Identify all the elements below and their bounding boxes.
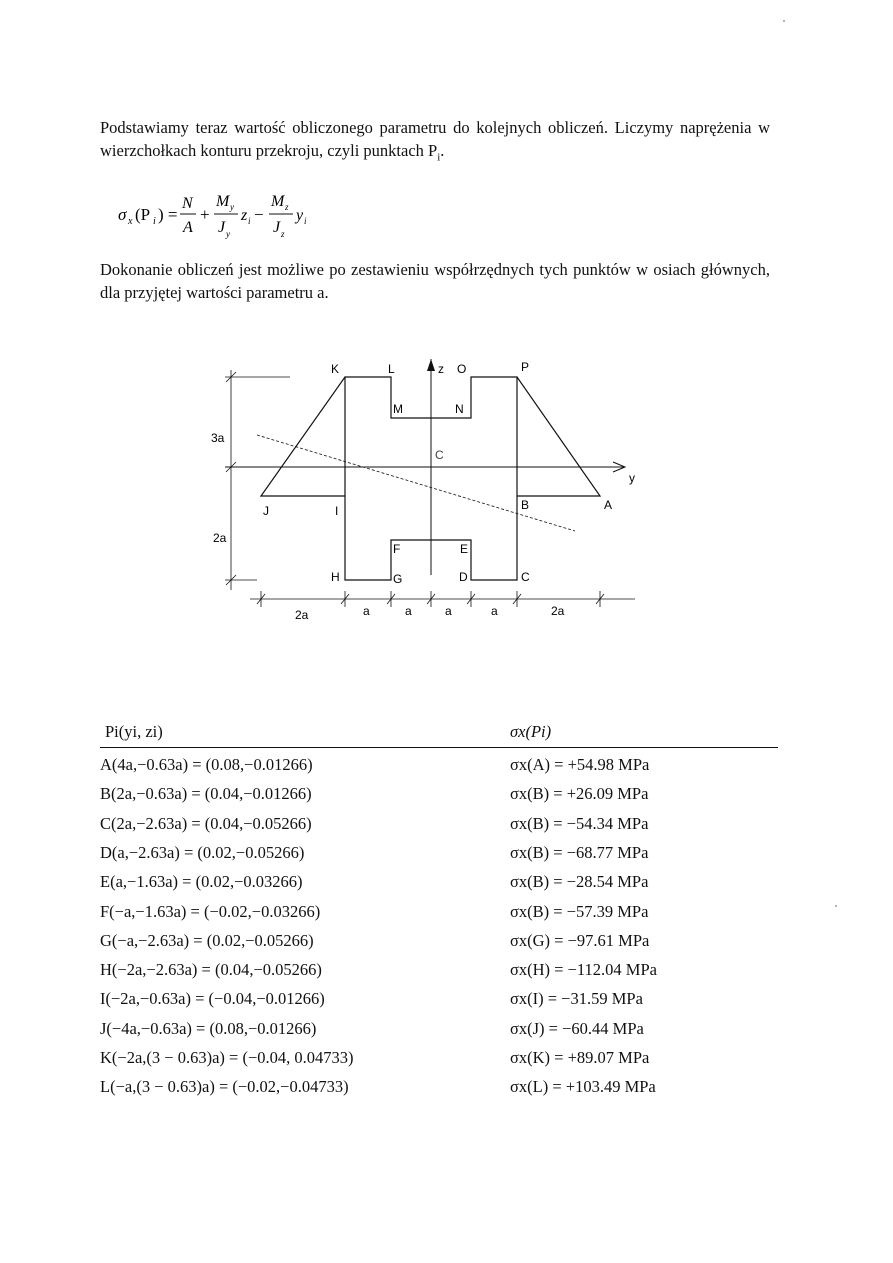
point-coordinates: G(−a,−2.63a) = (0.02,−0.05266): [100, 930, 314, 950]
paragraph-intro-sub: i: [437, 151, 441, 164]
dim-label-a-4: a: [491, 604, 498, 618]
point-coordinates: H(−2a,−2.63a) = (0.04,−0.05266): [100, 960, 322, 980]
point-coordinates: J(−4a,−0.63a) = (0.08,−0.01266): [100, 1018, 317, 1038]
label-point-k: K: [331, 362, 340, 376]
label-axis-y: y: [629, 471, 635, 485]
formula-n: N: [182, 195, 193, 212]
label-point-n: N: [455, 402, 464, 416]
label-point-c: C: [521, 570, 530, 584]
label-point-l: L: [388, 362, 395, 376]
table-row: [100, 931, 780, 959]
table-row: [100, 902, 780, 930]
formula-sigma-sub: x: [128, 216, 133, 227]
formula-jy: J: [218, 219, 226, 236]
point-stress: σx(B) = −54.34 MPa: [510, 813, 649, 833]
formula-y-sub: i: [304, 216, 307, 226]
label-point-i: I: [335, 504, 339, 518]
dim-label-a-1: a: [363, 604, 370, 618]
dim-label-a-2: a: [405, 604, 412, 618]
formula-minus: −: [254, 205, 264, 224]
table-row: [100, 784, 780, 812]
z-axis-arrow: [427, 359, 435, 371]
formula-lhs-close: ) =: [158, 205, 178, 224]
table-row: [100, 755, 780, 783]
label-point-g: G: [393, 572, 403, 586]
label-point-b: B: [521, 498, 530, 512]
table-row: [100, 989, 780, 1017]
point-stress: σx(G) = −97.61 MPa: [510, 930, 650, 950]
point-stress: σx(I) = −31.59 MPa: [510, 989, 643, 1009]
label-point-e: E: [460, 542, 469, 556]
table-row: [100, 1019, 780, 1047]
formula-my: M: [216, 193, 230, 210]
dim-label-2a-left: 2a: [295, 608, 309, 622]
scan-speck: [783, 20, 785, 22]
point-stress: σx(L) = +103.49 MPa: [510, 1077, 656, 1097]
formula-my-sub: y: [230, 202, 234, 212]
formula-lhs-arg: (P: [135, 205, 151, 224]
point-stress: σx(K) = +89.07 MPa: [510, 1048, 650, 1067]
point-coordinates: A(4a,−0.63a) = (0.08,−0.01266): [100, 755, 313, 774]
stress-formula: [118, 188, 378, 244]
point-coordinates: D(a,−2.63a) = (0.02,−0.05266): [100, 842, 305, 862]
point-coordinates: B(2a,−0.63a) = (0.04,−0.01266): [100, 784, 312, 804]
formula-jy-sub: y: [226, 229, 230, 239]
formula-plus: +: [200, 205, 210, 224]
table-row: [100, 872, 780, 900]
label-point-h: H: [331, 570, 340, 584]
point-coordinates: I(−2a,−0.63a) = (−0.04,−0.01266): [100, 989, 325, 1009]
table-row: [100, 843, 780, 871]
formula-a: A: [183, 219, 193, 236]
dim-label-3a: 3a: [211, 431, 225, 445]
point-coordinates: L(−a,(3 − 0.63)a) = (−0.02,−0.04733): [100, 1077, 349, 1097]
point-coordinates: C(2a,−2.63a) = (0.04,−0.05266): [100, 813, 312, 833]
formula-sigma: σ: [118, 205, 127, 224]
point-stress: σx(B) = +26.09 MPa: [510, 784, 649, 804]
label-point-j: J: [263, 504, 269, 518]
label-centroid-c: C: [435, 448, 444, 462]
label-point-p: P: [521, 360, 530, 374]
right-flange-triangle: [517, 377, 600, 496]
point-coordinates: E(a,−1.63a) = (0.02,−0.03266): [100, 872, 303, 892]
scan-speck: [835, 905, 837, 907]
formula-mz: M: [271, 193, 285, 210]
point-stress: σx(B) = −57.39 MPa: [510, 901, 649, 921]
point-coordinates: F(−a,−1.63a) = (−0.02,−0.03266): [100, 901, 321, 921]
paragraph-intro-text: Podstawiamy teraz wartość obliczonego parametru do kolejnych obliczeń. Liczymy naprężenia w wierzchołkach konturu przekroju, czyli punktach P: [100, 118, 770, 160]
cross-section-diagram: [195, 345, 655, 630]
label-point-m: M: [393, 402, 403, 416]
table-row: [100, 960, 780, 988]
dim-label-2a-vertical: 2a: [213, 531, 227, 545]
formula-jz: J: [273, 219, 281, 236]
dim-label-a-3: a: [445, 604, 452, 618]
paragraph-coordinates: Dokonanie obliczeń jest możliwe po zestawieniu współrzędnych tych punktów w osiach głównych, dla przyjętej wartości parametru a.: [100, 260, 770, 302]
formula-jz-sub: z: [281, 229, 285, 239]
formula-mz-sub: z: [285, 202, 289, 212]
point-stress: σx(H) = −112.04 MPa: [510, 960, 657, 980]
table-header-rule: [100, 747, 778, 748]
formula-lhs-sub: i: [153, 216, 156, 227]
table-row: [100, 814, 780, 842]
point-stress: σx(J) = −60.44 MPa: [510, 1018, 644, 1038]
label-point-o: O: [457, 362, 467, 376]
paragraph-intro: [100, 116, 770, 169]
label-point-d: D: [459, 570, 468, 584]
label-axis-z: z: [438, 362, 444, 376]
point-stress: σx(B) = −68.77 MPa: [510, 842, 649, 862]
formula-z: z: [241, 207, 248, 224]
point-coordinates: K(−2a,(3 − 0.63)a) = (−0.04, 0.04733): [100, 1048, 354, 1067]
table-row: [100, 1077, 780, 1105]
formula-y: y: [296, 207, 304, 224]
dim-label-2a-right: 2a: [551, 604, 565, 618]
table-row: [100, 1048, 780, 1076]
label-point-a: A: [604, 498, 613, 512]
paragraph-intro-end: .: [440, 141, 445, 160]
left-flange-triangle: [261, 377, 345, 496]
table-header-points: Pi(yi, zi): [105, 722, 163, 741]
point-stress: σx(A) = +54.98 MPa: [510, 755, 650, 774]
label-point-f: F: [393, 542, 401, 556]
formula-z-sub: i: [248, 216, 251, 226]
point-stress: σx(B) = −28.54 MPa: [510, 872, 649, 892]
table-header-stress: σx(Pi): [510, 722, 552, 741]
neutral-axis: [257, 435, 575, 531]
